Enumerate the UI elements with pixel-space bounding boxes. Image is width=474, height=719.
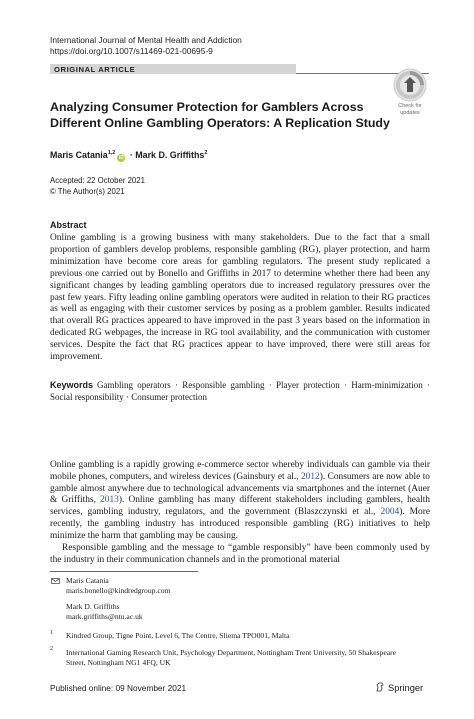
article-dates bbox=[50, 176, 145, 197]
body-text: ). Consumers are now able to gamble almost anywhere due to technological advancements via smartphones and the internet (Auer & Griffiths, bbox=[50, 471, 430, 506]
journal-header bbox=[50, 35, 242, 57]
contact-name: Maris Catania bbox=[66, 576, 109, 585]
footnote-number: 1 bbox=[50, 630, 53, 636]
author-list bbox=[50, 147, 207, 162]
footnote-number-2: 2 bbox=[50, 646, 53, 652]
contact-name-2: Mark D. Griffiths bbox=[66, 601, 120, 611]
author-name-2[interactable]: Mark D. Griffiths bbox=[135, 150, 205, 160]
corresponding-contacts bbox=[66, 576, 170, 622]
keywords-text: Gambling operators · Responsible gambling · Player protection · Harm-minimization · Social responsibility · Consumer protection bbox=[50, 380, 430, 402]
keywords-block bbox=[50, 379, 430, 403]
contact-email-2[interactable]: mark.griffiths@ntu.ac.uk bbox=[66, 611, 143, 621]
author-affiliation-marker: 1,2 bbox=[107, 150, 116, 156]
accepted-date: Accepted: 22 October 2021 bbox=[50, 176, 145, 185]
abstract-text: Online gambling is a growing business with many stakeholders. Due to the fact that a small proportion of gamblers develop problems, responsible gambling (RG), player protection, and harm minimization have become core areas for gambling regulators. The present study replicated a previous one carried out by Bonello and Griffiths in 2017 to determine whether there had been any significant changes by leading gambling operators due to increased regulatory pressures over the past few years. Fifty leading online gambling operators were audited in relation to their RG practices as well as engaging with their customer services by posing as a problem gambler. Results indicated that overall RG practices appeared to have improved in the past 3 years based on the information in dedicated RG webpages, the increase in RG tool availability, and the communication with customer services. Despite the fact that RG practices appear to have improved, there were still areas for improvement. bbox=[50, 233, 430, 363]
springer-horse-icon bbox=[375, 682, 385, 692]
footnote-divider bbox=[50, 571, 198, 572]
citation-link[interactable]: 2012 bbox=[300, 471, 320, 482]
published-date: Published online: 09 November 2021 bbox=[50, 683, 187, 693]
publisher-logo bbox=[375, 682, 423, 693]
affiliation-footnote: Kindred Group, Tigne Point, Level 6, The Centre, Sliema TPO001, Malta bbox=[66, 631, 290, 640]
body-text: Online gambling is a rapidly growing e-commerce sector whereby individuals can gamble via their mobile phones, computers, and wireless devices (Gainsbury et al., bbox=[50, 460, 430, 482]
author-separator: · bbox=[127, 150, 136, 160]
body-paragraph-2: Responsible gambling and the message to “gamble responsibly” have been commonly used by the industry in their communication channels and in the promotional material bbox=[50, 543, 430, 565]
check-line1: Check for bbox=[398, 103, 422, 109]
author-name[interactable]: Maris Catania bbox=[50, 150, 108, 160]
body-text: ). Online gambling has many different stakeholders including gamblers, health services, gambling industry, regulators, and the government (Blaszczynski et al., bbox=[50, 495, 430, 518]
affiliation-footnote-2: International Gaming Research Unit, Psychology Department, Nottingham Trent University, 50 Shakespeare Street, Nottingham NG1 4FQ, UK bbox=[66, 648, 396, 668]
publisher-name: Springer bbox=[388, 683, 424, 693]
abstract-heading: Abstract bbox=[50, 220, 87, 230]
check-line2: updates bbox=[400, 109, 420, 116]
orcid-icon[interactable]: iD bbox=[118, 155, 124, 161]
citation-link[interactable]: 2004 bbox=[380, 507, 400, 518]
journal-name: International Journal of Mental Health and Addiction bbox=[50, 35, 242, 45]
check-for-updates-label[interactable] bbox=[390, 103, 430, 116]
author-affiliation-marker-2: 2 bbox=[204, 150, 208, 156]
article-type-label: ORIGINAL ARTICLE bbox=[54, 64, 136, 74]
title-line1: Analyzing Consumer Protection for Gamblers Across bbox=[50, 100, 364, 114]
doi-link[interactable]: https://doi.org/10.1007/s11469-021-00695-9 bbox=[50, 46, 213, 56]
keywords-label: Keywords bbox=[50, 380, 94, 390]
title-line2: Different Online Gambling Operators: A Replication Study bbox=[50, 116, 390, 130]
body-paragraph bbox=[50, 460, 430, 543]
citation-link[interactable]: 2013 bbox=[100, 495, 119, 506]
check-for-updates-icon[interactable] bbox=[393, 68, 427, 102]
envelope-icon bbox=[51, 578, 60, 584]
contact-email[interactable]: maris.bonello@kindredgroup.com bbox=[66, 586, 171, 596]
body-text: ). More recently, the gambling industry has introduced responsible gambling (RG) initiatives to help minimize the harm that gambling may be causing. bbox=[50, 507, 430, 541]
article-title bbox=[50, 99, 390, 131]
copyright-line: © The Author(s) 2021 bbox=[50, 186, 125, 196]
